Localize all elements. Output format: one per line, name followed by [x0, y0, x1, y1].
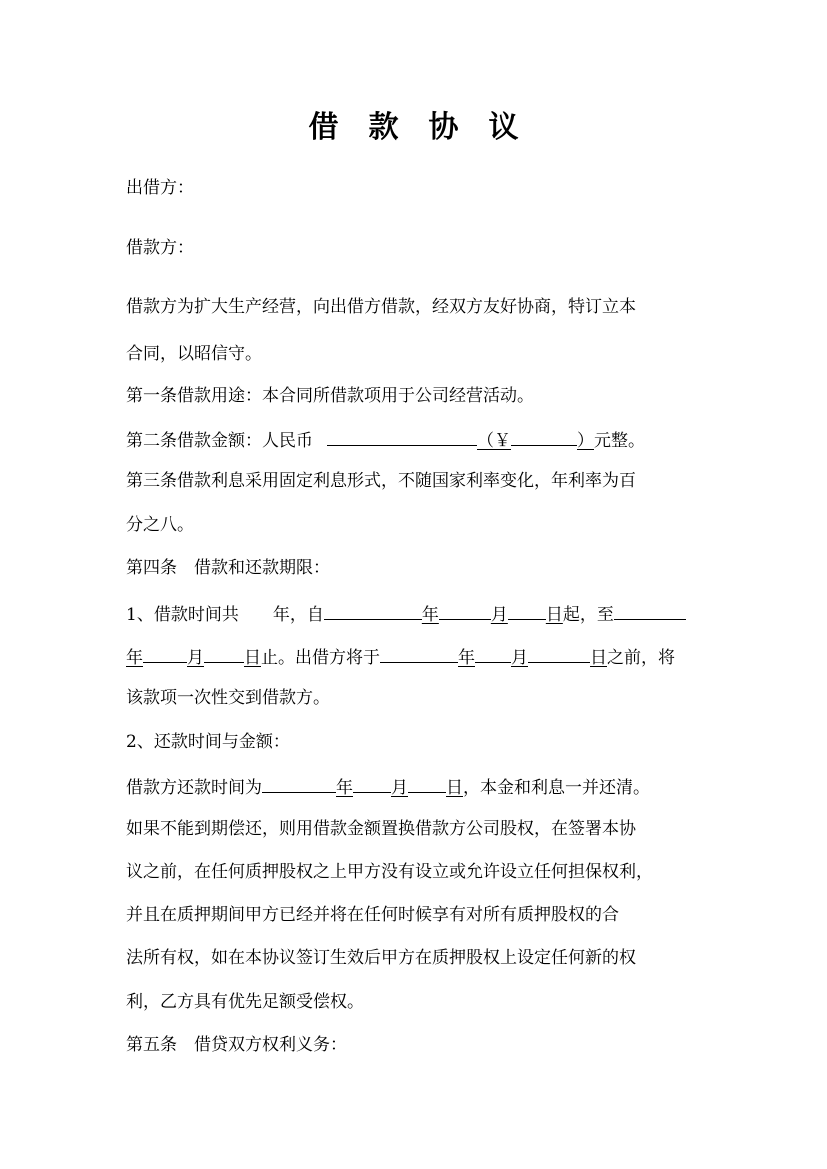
preamble-line-2: 合同，以昭信守。 [126, 344, 262, 364]
article-5-heading: 第五条 借贷双方权利义务： [126, 1035, 347, 1055]
term-text: 年，自 [272, 605, 324, 625]
document-title: 借款协议 [308, 110, 549, 145]
lender-label: 出借方： [126, 178, 194, 198]
delivery-month-blank [475, 643, 511, 663]
repayment-line-3: 议之前，在任何质押股权之上甲方没有设立或允许设立任何担保权利， [126, 862, 653, 882]
repay-year-label: 年 [336, 778, 353, 798]
term-line-1 [126, 600, 686, 627]
term-line-3: 该款项一次性交到借款方。 [126, 688, 330, 708]
repayment-line-6: 利，乙方具有优先足额受偿权。 [126, 992, 364, 1012]
delivery-day-blank [528, 643, 590, 663]
delivery-year-blank [380, 643, 458, 663]
amount-yuan-open: （￥ [477, 431, 511, 451]
repayment-text: ，本金和利息一并还清。 [463, 778, 650, 798]
start-year-label: 年 [421, 605, 439, 625]
preamble-line-1: 借款方为扩大生产经营，向出借方借款，经双方友好协商，特订立本 [126, 297, 636, 317]
borrower-label: 借款方： [126, 238, 194, 258]
delivery-year-label: 年 [458, 648, 475, 668]
repay-day-blank [408, 773, 446, 793]
article-3-line-1: 第三条借款利息采用固定利息形式，不随国家利率变化，年利率为百 [126, 471, 636, 491]
repayment-line-5: 法所有权，如在本协议签订生效后甲方在质押股权上设定任何新的权 [126, 948, 636, 968]
delivery-day-label: 日 [590, 648, 607, 668]
end-day-label: 日 [244, 648, 261, 668]
repay-month-blank [353, 773, 391, 793]
start-month-label: 月 [490, 605, 508, 625]
start-year-blank [324, 600, 422, 620]
repayment-line-4: 并且在质押期间甲方已经并将在任何时候享有对所有质押股权的合 [126, 905, 619, 925]
term-line-2 [126, 643, 675, 670]
repayment-text: 借款方还款时间为 [126, 778, 262, 798]
end-month-label: 月 [187, 648, 204, 668]
delivery-month-label: 月 [511, 648, 528, 668]
amount-blank [327, 426, 477, 446]
article-1: 第一条借款用途：本合同所借款项用于公司经营活动。 [126, 386, 534, 406]
repay-year-blank [262, 773, 336, 793]
repayment-heading: 2、还款时间与金额： [126, 732, 290, 752]
start-day-label: 日 [545, 605, 563, 625]
end-year-label: 年 [126, 648, 143, 668]
term-text: 1、借款时间共 [126, 605, 239, 625]
start-month-blank [439, 600, 491, 620]
amount-close: ） [577, 431, 594, 451]
end-year-blank [614, 600, 686, 620]
term-text: 起，至 [562, 605, 614, 625]
repay-day-label: 日 [446, 778, 463, 798]
end-day-blank [204, 643, 244, 663]
repayment-line-2: 如果不能到期偿还，则用借款金额置换借款方公司股权，在签署本协 [126, 819, 636, 839]
article-4-heading: 第四条 借款和还款期限： [126, 558, 330, 578]
end-month-blank [143, 643, 187, 663]
amount-number-blank [511, 426, 577, 446]
repayment-line-1 [126, 773, 650, 800]
term-text: 止。出借方将于 [261, 648, 380, 668]
article-2-text: 第二条借款金额：人民币 [126, 431, 313, 451]
article-3-line-2: 分之八。 [126, 515, 194, 535]
article-2 [126, 426, 645, 453]
repay-month-label: 月 [391, 778, 408, 798]
amount-suffix: 元整。 [594, 431, 645, 451]
term-text: 之前，将 [607, 648, 675, 668]
start-day-blank [508, 600, 546, 620]
